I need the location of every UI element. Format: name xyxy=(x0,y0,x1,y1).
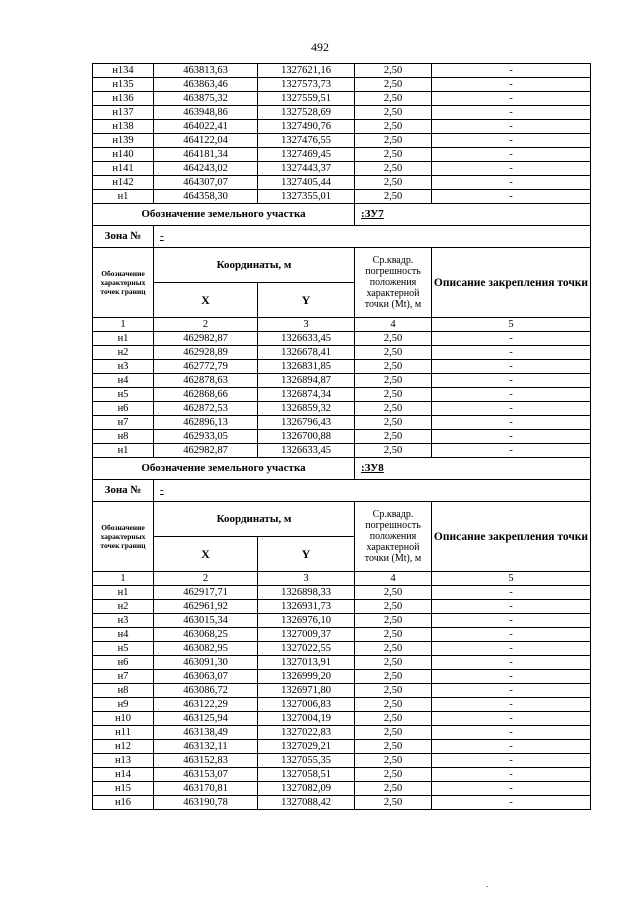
point-cell: н3 xyxy=(93,614,154,628)
description-cell: - xyxy=(432,332,591,346)
point-cell: н1 xyxy=(93,332,154,346)
parcel-value: :ЗУ7 xyxy=(355,204,591,226)
table-row xyxy=(93,78,591,92)
parcel-designation-row xyxy=(93,204,591,226)
table-row xyxy=(93,586,591,600)
description-cell: - xyxy=(432,444,591,458)
description-cell: - xyxy=(432,712,591,726)
description-cell: - xyxy=(432,92,591,106)
point-cell: н16 xyxy=(93,796,154,810)
x-cell: 462933,05 xyxy=(154,430,258,444)
column-number: 2 xyxy=(154,318,258,332)
x-cell: 463086,72 xyxy=(154,684,258,698)
x-cell: 463170,81 xyxy=(154,782,258,796)
error-cell: 2,50 xyxy=(355,134,432,148)
point-cell: н7 xyxy=(93,416,154,430)
point-cell: н1 xyxy=(93,586,154,600)
error-cell: 2,50 xyxy=(355,628,432,642)
y-cell: 1327055,35 xyxy=(258,754,355,768)
point-cell: н3 xyxy=(93,360,154,374)
column-number: 2 xyxy=(154,572,258,586)
description-cell: - xyxy=(432,64,591,78)
table-header-row xyxy=(93,248,591,283)
description-cell: - xyxy=(432,388,591,402)
point-cell: н138 xyxy=(93,120,154,134)
error-cell: 2,50 xyxy=(355,64,432,78)
column-number: 3 xyxy=(258,572,355,586)
description-cell: - xyxy=(432,176,591,190)
description-cell: - xyxy=(432,416,591,430)
point-cell: н10 xyxy=(93,712,154,726)
table-row xyxy=(93,416,591,430)
y-cell: 1327528,69 xyxy=(258,106,355,120)
table-row xyxy=(93,430,591,444)
x-cell: 464181,34 xyxy=(154,148,258,162)
x-cell: 463091,30 xyxy=(154,656,258,670)
error-cell: 2,50 xyxy=(355,684,432,698)
coordinates-column-header: Координаты, м xyxy=(154,502,355,537)
x-cell: 463068,25 xyxy=(154,628,258,642)
point-cell: н5 xyxy=(93,642,154,656)
x-cell: 462982,87 xyxy=(154,332,258,346)
point-cell: н8 xyxy=(93,430,154,444)
description-cell: - xyxy=(432,740,591,754)
x-cell: 463063,07 xyxy=(154,670,258,684)
error-cell: 2,50 xyxy=(355,78,432,92)
parcel-label: Обозначение земельного участка xyxy=(93,204,355,226)
description-column-header: Описание закрепления точки xyxy=(432,502,591,572)
x-cell: 463138,49 xyxy=(154,726,258,740)
error-cell: 2,50 xyxy=(355,374,432,388)
table-row xyxy=(93,176,591,190)
table-row xyxy=(93,712,591,726)
table-row xyxy=(93,684,591,698)
table-row xyxy=(93,768,591,782)
coordinates-table xyxy=(92,63,591,810)
y-cell: 1326700,88 xyxy=(258,430,355,444)
y-cell: 1327029,21 xyxy=(258,740,355,754)
description-cell: - xyxy=(432,726,591,740)
zone-row xyxy=(93,480,591,502)
error-cell: 2,50 xyxy=(355,712,432,726)
table-row xyxy=(93,402,591,416)
error-column-header: Ср.квадр. погрешность положения характерной точки (Mt), м xyxy=(355,248,432,318)
x-cell: 462928,89 xyxy=(154,346,258,360)
point-cell: н140 xyxy=(93,148,154,162)
description-cell: - xyxy=(432,670,591,684)
description-cell: - xyxy=(432,374,591,388)
y-cell: 1327621,16 xyxy=(258,64,355,78)
point-cell: н5 xyxy=(93,388,154,402)
description-cell: - xyxy=(432,148,591,162)
y-cell: 1327443,37 xyxy=(258,162,355,176)
description-cell: - xyxy=(432,190,591,204)
y-column-header: Y xyxy=(258,283,355,318)
y-cell: 1326931,73 xyxy=(258,600,355,614)
x-cell: 462872,53 xyxy=(154,402,258,416)
description-cell: - xyxy=(432,78,591,92)
point-cell: н136 xyxy=(93,92,154,106)
description-cell: - xyxy=(432,346,591,360)
description-cell: - xyxy=(432,134,591,148)
error-cell: 2,50 xyxy=(355,332,432,346)
x-cell: 463152,83 xyxy=(154,754,258,768)
y-column-header: Y xyxy=(258,537,355,572)
x-cell: 463153,07 xyxy=(154,768,258,782)
table-row xyxy=(93,360,591,374)
x-cell: 463875,32 xyxy=(154,92,258,106)
error-cell: 2,50 xyxy=(355,754,432,768)
table-row xyxy=(93,374,591,388)
point-cell: н13 xyxy=(93,754,154,768)
point-cell: н1 xyxy=(93,444,154,458)
y-cell: 1326898,33 xyxy=(258,586,355,600)
description-cell: - xyxy=(432,754,591,768)
zone-label: Зона № xyxy=(93,480,154,502)
x-cell: 464243,02 xyxy=(154,162,258,176)
zone-value: - xyxy=(154,480,591,502)
description-cell: - xyxy=(432,106,591,120)
x-cell: 462878,63 xyxy=(154,374,258,388)
table-row xyxy=(93,782,591,796)
error-cell: 2,50 xyxy=(355,162,432,176)
x-cell: 463015,34 xyxy=(154,614,258,628)
description-column-header: Описание закрепления точки xyxy=(432,248,591,318)
description-cell: - xyxy=(432,600,591,614)
x-column-header: X xyxy=(154,537,258,572)
table-row xyxy=(93,190,591,204)
error-column-header: Ср.квадр. погрешность положения характерной точки (Mt), м xyxy=(355,502,432,572)
point-cell: н7 xyxy=(93,670,154,684)
table-row xyxy=(93,388,591,402)
y-cell: 1326633,45 xyxy=(258,332,355,346)
table-row xyxy=(93,642,591,656)
table-row xyxy=(93,698,591,712)
x-cell: 463122,29 xyxy=(154,698,258,712)
error-cell: 2,50 xyxy=(355,726,432,740)
y-cell: 1327355,01 xyxy=(258,190,355,204)
error-cell: 2,50 xyxy=(355,92,432,106)
error-cell: 2,50 xyxy=(355,430,432,444)
column-number: 4 xyxy=(355,318,432,332)
table-row xyxy=(93,670,591,684)
x-column-header: X xyxy=(154,283,258,318)
y-cell: 1327022,55 xyxy=(258,642,355,656)
y-cell: 1327573,73 xyxy=(258,78,355,92)
description-cell: - xyxy=(432,120,591,134)
x-cell: 464358,30 xyxy=(154,190,258,204)
description-cell: - xyxy=(432,162,591,176)
zone-value: - xyxy=(154,226,591,248)
description-cell: - xyxy=(432,430,591,444)
y-cell: 1326999,20 xyxy=(258,670,355,684)
y-cell: 1326796,43 xyxy=(258,416,355,430)
parcel-label: Обозначение земельного участка xyxy=(93,458,355,480)
table-row xyxy=(93,106,591,120)
y-cell: 1327022,83 xyxy=(258,726,355,740)
zone-row xyxy=(93,226,591,248)
y-cell: 1326633,45 xyxy=(258,444,355,458)
error-cell: 2,50 xyxy=(355,106,432,120)
x-cell: 463863,46 xyxy=(154,78,258,92)
table-row xyxy=(93,656,591,670)
y-cell: 1326678,41 xyxy=(258,346,355,360)
error-cell: 2,50 xyxy=(355,642,432,656)
point-cell: н15 xyxy=(93,782,154,796)
point-cell: н142 xyxy=(93,176,154,190)
x-cell: 463082,95 xyxy=(154,642,258,656)
point-cell: н6 xyxy=(93,402,154,416)
point-column-header: Обозначение характерных точек границ xyxy=(93,248,154,318)
x-cell: 464122,04 xyxy=(154,134,258,148)
point-cell: н134 xyxy=(93,64,154,78)
description-cell: - xyxy=(432,628,591,642)
column-number: 5 xyxy=(432,572,591,586)
point-cell: н6 xyxy=(93,656,154,670)
y-cell: 1327082,09 xyxy=(258,782,355,796)
y-cell: 1326874,34 xyxy=(258,388,355,402)
x-cell: 463125,94 xyxy=(154,712,258,726)
point-cell: н137 xyxy=(93,106,154,120)
table-row xyxy=(93,628,591,642)
error-cell: 2,50 xyxy=(355,586,432,600)
error-cell: 2,50 xyxy=(355,346,432,360)
x-cell: 462772,79 xyxy=(154,360,258,374)
table-row xyxy=(93,332,591,346)
x-cell: 462896,13 xyxy=(154,416,258,430)
error-cell: 2,50 xyxy=(355,176,432,190)
error-cell: 2,50 xyxy=(355,768,432,782)
point-cell: н8 xyxy=(93,684,154,698)
y-cell: 1326831,85 xyxy=(258,360,355,374)
point-cell: н1 xyxy=(93,190,154,204)
coordinates-column-header: Координаты, м xyxy=(154,248,355,283)
error-cell: 2,50 xyxy=(355,360,432,374)
error-cell: 2,50 xyxy=(355,614,432,628)
point-cell: н9 xyxy=(93,698,154,712)
error-cell: 2,50 xyxy=(355,444,432,458)
table-row xyxy=(93,600,591,614)
description-cell: - xyxy=(432,642,591,656)
error-cell: 2,50 xyxy=(355,190,432,204)
column-number: 5 xyxy=(432,318,591,332)
point-cell: н12 xyxy=(93,740,154,754)
error-cell: 2,50 xyxy=(355,740,432,754)
y-cell: 1327490,76 xyxy=(258,120,355,134)
column-number: 1 xyxy=(93,318,154,332)
zone-label: Зона № xyxy=(93,226,154,248)
x-cell: 462868,66 xyxy=(154,388,258,402)
scan-speck xyxy=(486,886,488,887)
point-column-header: Обозначение характерных точек границ xyxy=(93,502,154,572)
x-cell: 464022,41 xyxy=(154,120,258,134)
description-cell: - xyxy=(432,586,591,600)
point-cell: н2 xyxy=(93,600,154,614)
description-cell: - xyxy=(432,614,591,628)
point-cell: н4 xyxy=(93,374,154,388)
table-row xyxy=(93,64,591,78)
table-row xyxy=(93,796,591,810)
column-number: 3 xyxy=(258,318,355,332)
table-row xyxy=(93,148,591,162)
table-header-row xyxy=(93,502,591,537)
y-cell: 1326859,32 xyxy=(258,402,355,416)
point-cell: н139 xyxy=(93,134,154,148)
y-cell: 1327088,42 xyxy=(258,796,355,810)
error-cell: 2,50 xyxy=(355,656,432,670)
error-cell: 2,50 xyxy=(355,796,432,810)
coordinates-table-body xyxy=(93,64,591,810)
column-numbers-row xyxy=(93,572,591,586)
x-cell: 462982,87 xyxy=(154,444,258,458)
error-cell: 2,50 xyxy=(355,782,432,796)
y-cell: 1327469,45 xyxy=(258,148,355,162)
error-cell: 2,50 xyxy=(355,388,432,402)
table-row xyxy=(93,134,591,148)
page-number: 492 xyxy=(311,40,329,54)
x-cell: 462961,92 xyxy=(154,600,258,614)
description-cell: - xyxy=(432,360,591,374)
description-cell: - xyxy=(432,796,591,810)
description-cell: - xyxy=(432,698,591,712)
parcel-designation-row xyxy=(93,458,591,480)
x-cell: 463132,11 xyxy=(154,740,258,754)
table-row xyxy=(93,444,591,458)
y-cell: 1326976,10 xyxy=(258,614,355,628)
x-cell: 463948,86 xyxy=(154,106,258,120)
table-row xyxy=(93,162,591,176)
point-cell: н2 xyxy=(93,346,154,360)
table-row xyxy=(93,346,591,360)
x-cell: 462917,71 xyxy=(154,586,258,600)
column-numbers-row xyxy=(93,318,591,332)
y-cell: 1327009,37 xyxy=(258,628,355,642)
description-cell: - xyxy=(432,768,591,782)
table-row xyxy=(93,614,591,628)
error-cell: 2,50 xyxy=(355,402,432,416)
description-cell: - xyxy=(432,402,591,416)
error-cell: 2,50 xyxy=(355,416,432,430)
y-cell: 1327559,51 xyxy=(258,92,355,106)
y-cell: 1327004,19 xyxy=(258,712,355,726)
y-cell: 1327013,91 xyxy=(258,656,355,670)
x-cell: 464307,07 xyxy=(154,176,258,190)
point-cell: н14 xyxy=(93,768,154,782)
point-cell: н141 xyxy=(93,162,154,176)
y-cell: 1327058,51 xyxy=(258,768,355,782)
x-cell: 463190,78 xyxy=(154,796,258,810)
error-cell: 2,50 xyxy=(355,698,432,712)
description-cell: - xyxy=(432,782,591,796)
y-cell: 1327006,83 xyxy=(258,698,355,712)
y-cell: 1327405,44 xyxy=(258,176,355,190)
table-row xyxy=(93,120,591,134)
y-cell: 1326894,87 xyxy=(258,374,355,388)
y-cell: 1327476,55 xyxy=(258,134,355,148)
description-cell: - xyxy=(432,684,591,698)
table-row xyxy=(93,726,591,740)
column-number: 4 xyxy=(355,572,432,586)
table-row xyxy=(93,754,591,768)
point-cell: н135 xyxy=(93,78,154,92)
error-cell: 2,50 xyxy=(355,120,432,134)
error-cell: 2,50 xyxy=(355,148,432,162)
error-cell: 2,50 xyxy=(355,670,432,684)
y-cell: 1326971,80 xyxy=(258,684,355,698)
table-row xyxy=(93,92,591,106)
x-cell: 463813,63 xyxy=(154,64,258,78)
point-cell: н4 xyxy=(93,628,154,642)
parcel-value: :ЗУ8 xyxy=(355,458,591,480)
error-cell: 2,50 xyxy=(355,600,432,614)
column-number: 1 xyxy=(93,572,154,586)
description-cell: - xyxy=(432,656,591,670)
table-row xyxy=(93,740,591,754)
point-cell: н11 xyxy=(93,726,154,740)
